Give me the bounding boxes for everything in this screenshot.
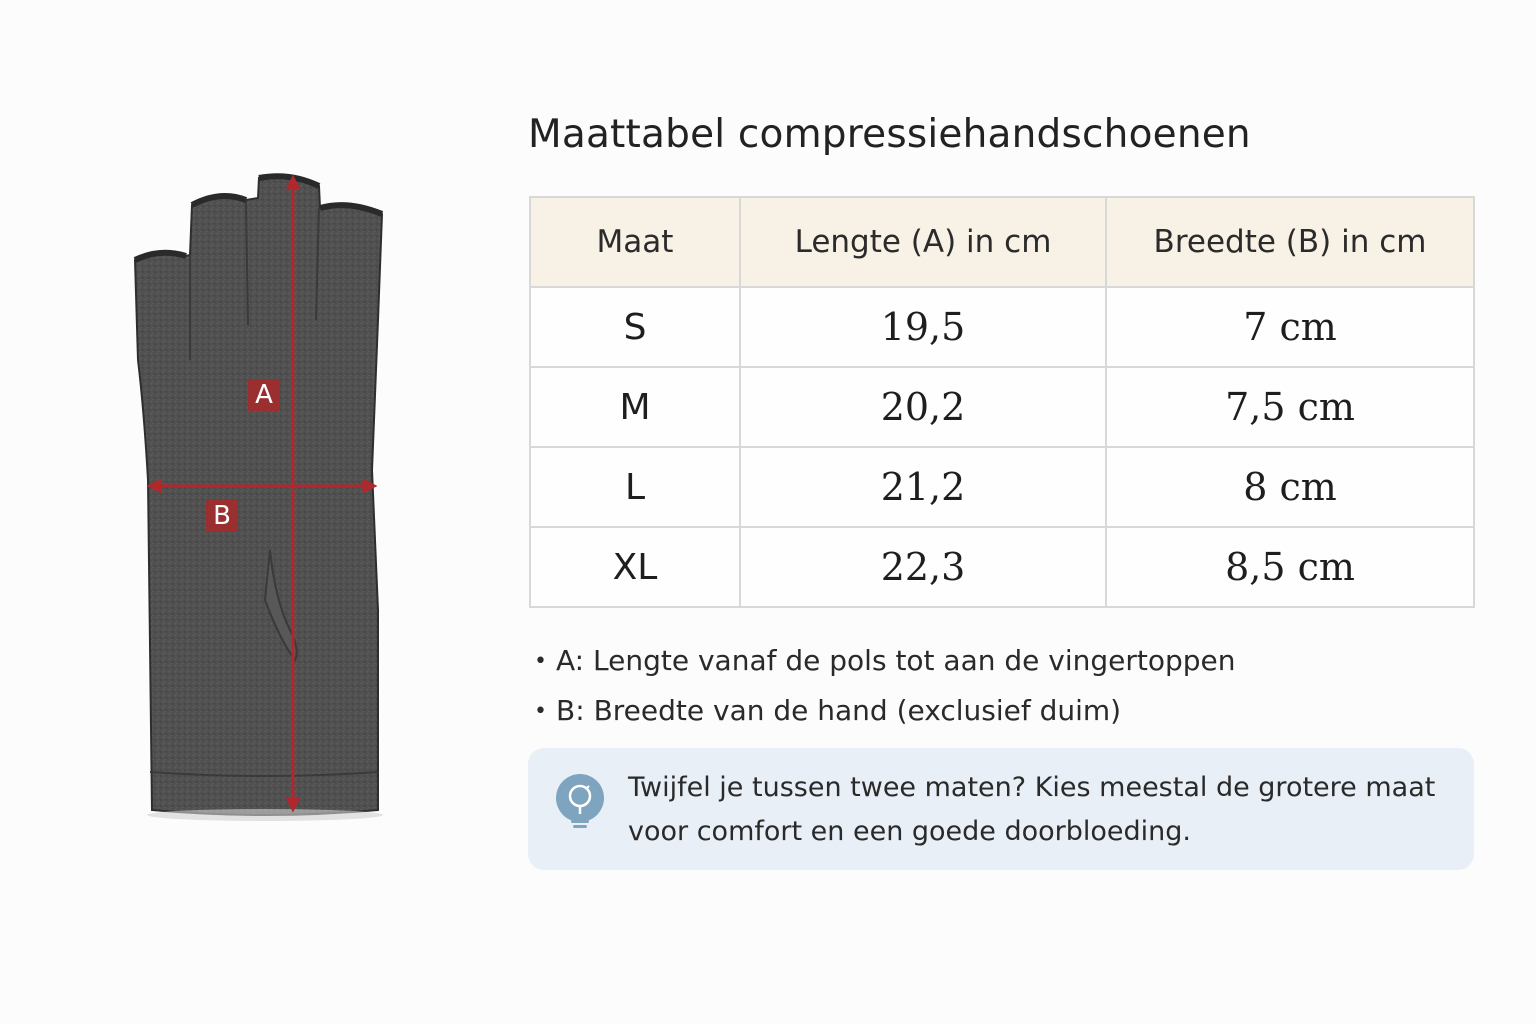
legend-text: Breedte van de hand (exclusief duim) — [593, 694, 1122, 727]
size-table — [529, 196, 1475, 608]
table-row — [530, 527, 1474, 607]
glove-illustration — [120, 160, 410, 830]
legend-key: A: — [556, 644, 585, 677]
header-width: Breedte (B) in cm — [1106, 197, 1474, 287]
size-cell: XL — [530, 527, 740, 607]
table-row — [530, 287, 1474, 367]
bullet-icon: • — [534, 649, 547, 674]
header-length: Lengte (A) in cm — [740, 197, 1106, 287]
table-row — [530, 367, 1474, 447]
legend-text: Lengte vanaf de pols tot aan de vingertoppen — [593, 644, 1236, 677]
glove-diagram — [120, 160, 410, 830]
legend-item-b — [534, 686, 1236, 736]
legend-item-a — [534, 636, 1236, 686]
tip-box — [528, 748, 1474, 870]
page-title: Maattabel compressiehandschoenen — [528, 112, 1251, 157]
width-cell: 8 cm — [1106, 447, 1474, 527]
size-cell: M — [530, 367, 740, 447]
header-size: Maat — [530, 197, 740, 287]
width-cell: 7,5 cm — [1106, 367, 1474, 447]
marker-b: B — [206, 500, 238, 532]
lightbulb-icon — [552, 772, 608, 832]
measurement-legend — [534, 636, 1236, 736]
width-cell: 7 cm — [1106, 287, 1474, 367]
width-cell: 8,5 cm — [1106, 527, 1474, 607]
size-cell: L — [530, 447, 740, 527]
table-header-row — [530, 197, 1474, 287]
size-cell: S — [530, 287, 740, 367]
marker-a: A — [248, 379, 280, 411]
length-cell: 20,2 — [740, 367, 1106, 447]
legend-key: B: — [556, 694, 585, 727]
bullet-icon: • — [534, 699, 547, 724]
table-row — [530, 447, 1474, 527]
tip-text: Twijfel je tussen twee maten? Kies meestal de grotere maat voor comfort en een goede doorbloeding. — [628, 772, 1436, 847]
length-cell: 21,2 — [740, 447, 1106, 527]
length-cell: 22,3 — [740, 527, 1106, 607]
length-cell: 19,5 — [740, 287, 1106, 367]
